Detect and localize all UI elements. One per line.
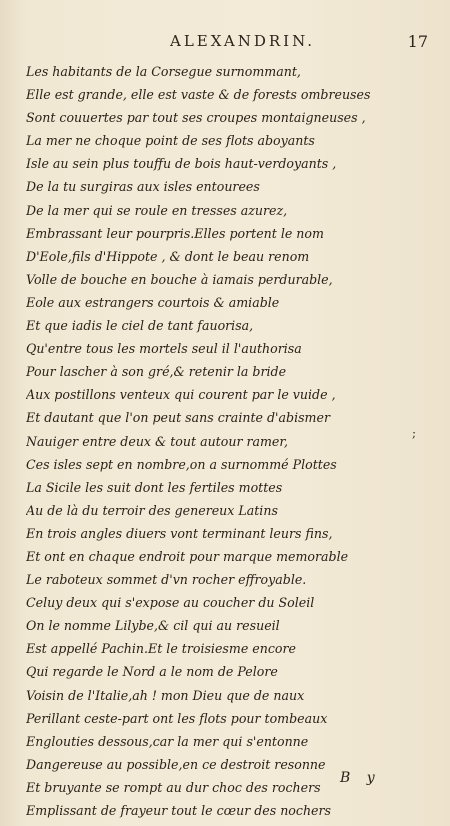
verse-line: D'Eole,fils d'Hippote , & dont le beau renom — [26, 248, 310, 264]
running-head: ALEXANDRIN. — [170, 32, 316, 50]
verse-line: Elle est grande, elle est vaste & de forests ombreuses — [26, 87, 371, 103]
verse-line: Aux postillons venteux qui courent par le vuide , — [26, 387, 336, 403]
verse-line: Isle au sein plus touffu de bois haut-verdoyants , — [26, 156, 337, 172]
verse-line: Eole aux estrangers courtois & amiable — [26, 294, 280, 310]
verse-line: Embrassant leur pourpris.Elles portent le nom — [26, 225, 324, 241]
verse-line: Qu'entre tous les mortels seul il l'authorisa — [26, 341, 302, 357]
verse-line: Perillant ceste-part ont les flots pour tombeaux — [26, 710, 328, 726]
verse-line: Pour lascher à son gré,& retenir la bride — [26, 364, 287, 380]
verse-line: Le raboteux sommet d'vn rocher effroyable. — [26, 572, 307, 588]
verse-line: De la tu surgiras aux isles entourees — [26, 179, 260, 195]
verse-line: Et ont en chaque endroit pour marque memorable — [26, 548, 349, 564]
verse-line: Qui regarde le Nord a le nom de Pelore — [26, 664, 278, 680]
verse-block — [26, 60, 426, 822]
verse-line: Volle de bouche en bouche à iamais perdurable, — [26, 271, 333, 287]
verse-line: Nauiger entre deux & tout autour ramer, — [26, 433, 289, 449]
catchword: B y — [340, 770, 381, 786]
margin-mark: ; — [412, 426, 417, 440]
verse-line: Celuy deux qui s'expose au coucher du Soleil — [26, 595, 315, 611]
verse-line: Au de là du terroir des genereux Latins — [26, 502, 278, 518]
verse-line: Les habitants de la Corsegue surnommant, — [26, 64, 301, 79]
verse-line: Est appellé Pachin.Et le troisiesme encore — [26, 641, 296, 657]
verse-line: Voisin de l'Italie,ah ! mon Dieu que de naux — [26, 687, 305, 703]
verse-line: Sont couuertes par tout ses croupes montaigneuses , — [26, 110, 366, 126]
verse-line: Et dautant que l'on peut sans crainte d'abismer — [26, 410, 330, 426]
verse-line: On le nomme Lilybe,& cil qui au resueil — [26, 618, 280, 634]
verse-line: Englouties dessous,car la mer qui s'entonne — [26, 733, 309, 749]
verse-line: En trois angles diuers vont terminant leurs fins, — [26, 525, 333, 541]
verse-line: La Sicile les suit dont les fertiles mottes — [26, 479, 283, 495]
verse-line: Dangereuse au possible,en ce destroit resonne — [26, 756, 326, 772]
verse-line: La mer ne choque point de ses flots aboyants — [26, 133, 315, 149]
folio-number: 17 — [407, 32, 428, 51]
verse-line: Et que iadis le ciel de tant fauorisa, — [26, 318, 254, 334]
verse-line: Emplissant de frayeur tout le cœur des nochers — [26, 803, 331, 818]
page-header — [0, 32, 450, 56]
verse-line: Ces isles sept en nombre,on a surnommé Plottes — [26, 456, 337, 472]
verse-line: De la mer qui se roule en tresses azurez, — [26, 202, 288, 218]
verse-line: Et bruyante se rompt au dur choc des rochers — [26, 779, 321, 795]
